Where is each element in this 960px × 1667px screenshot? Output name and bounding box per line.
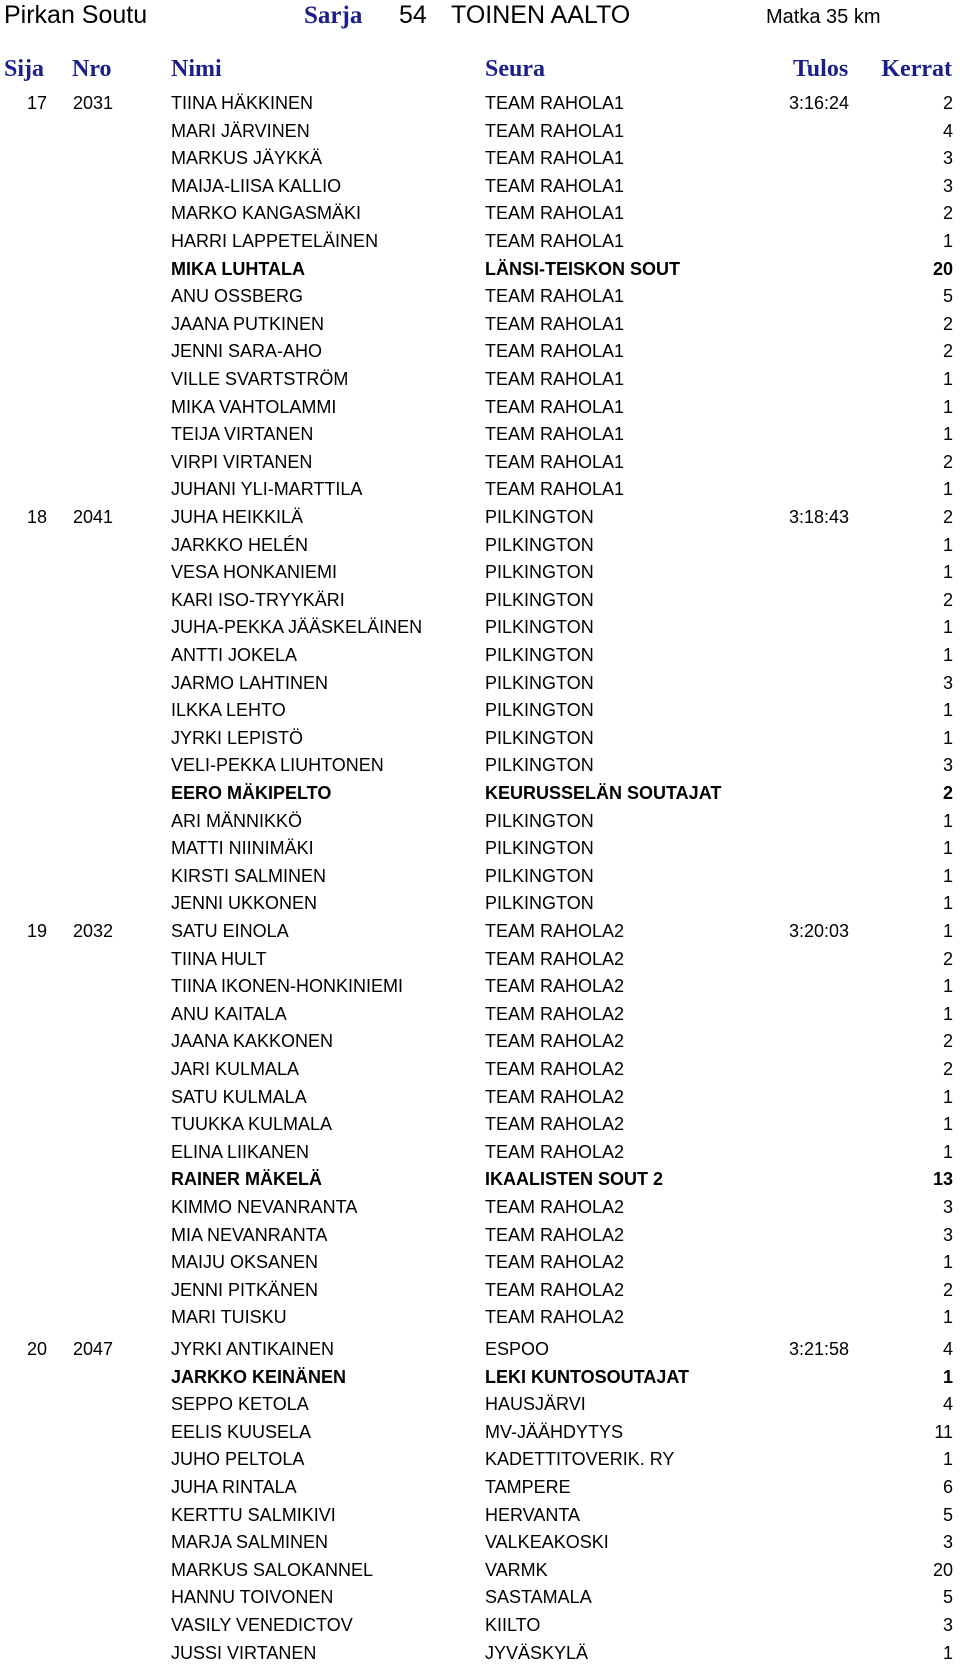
cell-kerrat: 4 (942, 120, 953, 141)
cell-nimi: MATTI NIINIMÄKI (171, 838, 314, 859)
table-row (0, 614, 960, 641)
cell-kerrat: 1 (942, 231, 953, 251)
cell-seura: SASTAMALA (485, 1587, 592, 1608)
table-row (0, 973, 960, 1000)
table-row (0, 228, 960, 255)
cell-nimi: ILKKA LEHTO (171, 700, 286, 721)
cell-kerrat: 1 (942, 369, 953, 389)
cell-nimi: MARI TUISKU (171, 1307, 287, 1328)
cell-seura: TEAM RAHOLA2 (485, 921, 625, 941)
cell-kerrat: 1 (942, 1114, 953, 1135)
cell-nimi: JUSSI VIRTANEN (171, 1642, 317, 1663)
cell-seura: TEAM RAHOLA2 (485, 1086, 625, 1107)
cell-nimi: ARI MÄNNIKKÖ (171, 810, 303, 831)
table-row (0, 200, 960, 227)
cell-kerrat: 1 (942, 810, 953, 831)
cell-kerrat: 2 (942, 507, 953, 527)
cell-seura: KEURUSSELÄN SOUTAJAT (485, 783, 722, 803)
cell-nimi: VIRPI VIRTANEN (171, 451, 313, 472)
table-row (0, 559, 960, 586)
cell-nimi: TIINA HULT (171, 948, 267, 969)
cell-seura: TEAM RAHOLA1 (485, 231, 625, 251)
cell-kerrat: 2 (942, 341, 953, 362)
cell-seura: TEAM RAHOLA2 (485, 1307, 625, 1328)
cell-seura: TEAM RAHOLA2 (485, 976, 625, 997)
table-row (0, 808, 960, 835)
cell-kerrat: 1 (942, 727, 953, 748)
cell-seura: TEAM RAHOLA2 (485, 1279, 625, 1300)
cell-seura: VARMK (485, 1559, 548, 1580)
table-row (0, 449, 960, 476)
table-row (0, 1277, 960, 1304)
cell-kerrat: 1 (942, 479, 953, 500)
cell-kerrat: 1 (942, 1086, 953, 1107)
cell-nimi: MIKA LUHTALA (171, 258, 305, 279)
cell-nimi: JAANA KAKKONEN (171, 1031, 334, 1052)
table-row (0, 90, 960, 117)
table-row (0, 532, 960, 559)
table-row (0, 256, 960, 283)
cell-seura: PILKINGTON (485, 562, 594, 583)
cell-kerrat: 2 (942, 313, 953, 334)
table-row (0, 283, 960, 310)
cell-sija: 18 (27, 507, 48, 527)
cell-seura: PILKINGTON (485, 810, 594, 831)
cell-nimi: MARJA SALMINEN (171, 1532, 329, 1553)
cell-seura: TEAM RAHOLA1 (485, 424, 625, 445)
cell-kerrat: 2 (942, 203, 953, 224)
cell-sija: 19 (27, 921, 48, 941)
cell-seura: TAMPERE (485, 1477, 571, 1497)
table-row (0, 1336, 960, 1363)
cell-seura: PILKINGTON (485, 617, 594, 638)
table-row (0, 476, 960, 503)
cell-kerrat: 1 (942, 865, 953, 886)
cell-seura: PILKINGTON (485, 893, 594, 914)
cell-seura: KADETTITOVERIK. RY (485, 1449, 675, 1470)
cell-nimi: JYRKI ANTIKAINEN (171, 1339, 335, 1359)
cell-nimi: JENNI UKKONEN (171, 893, 318, 914)
table-row (0, 780, 960, 807)
cell-kerrat: 5 (942, 1587, 953, 1608)
cell-seura: KIILTO (485, 1615, 541, 1635)
cell-seura: TEAM RAHOLA1 (485, 148, 625, 169)
cell-kerrat: 3 (942, 672, 953, 693)
table-row (0, 670, 960, 697)
cell-kerrat: 1 (942, 976, 953, 997)
column-headers (0, 52, 960, 86)
cell-nimi: KIRSTI SALMINEN (171, 865, 327, 886)
column-header-seura: Seura (485, 56, 545, 82)
cell-kerrat: 2 (942, 1031, 953, 1052)
table-row (0, 1056, 960, 1083)
cell-kerrat: 1 (942, 1252, 953, 1273)
cell-seura: PILKINGTON (485, 755, 594, 776)
cell-kerrat: 3 (942, 1197, 953, 1217)
cell-kerrat: 3 (942, 1615, 953, 1635)
cell-nimi: MARKO KANGASMÄKI (171, 203, 362, 224)
cell-seura: TEAM RAHOLA1 (485, 341, 625, 362)
cell-nimi: JARKKO HELÉN (171, 534, 309, 555)
cell-kerrat: 13 (932, 1169, 953, 1190)
cell-seura: HAUSJÄRVI (485, 1394, 586, 1415)
cell-kerrat: 1 (942, 700, 953, 721)
table-row (0, 366, 960, 393)
cell-seura: TEAM RAHOLA1 (485, 120, 625, 141)
cell-nimi: VELI-PEKKA LIUHTONEN (171, 755, 384, 776)
cell-nro: 2032 (73, 921, 114, 941)
table-row (0, 1557, 960, 1584)
cell-seura: TEAM RAHOLA2 (485, 1003, 625, 1024)
cell-seura: TEAM RAHOLA2 (485, 1197, 625, 1217)
table-row (0, 835, 960, 862)
table-row (0, 504, 960, 531)
cell-nimi: MAIJA-LIISA KALLIO (171, 175, 342, 196)
table-row (0, 1612, 960, 1639)
distance-label: Matka 35 km (766, 6, 881, 28)
cell-kerrat: 1 (942, 838, 953, 859)
cell-nimi: MIKA VAHTOLAMMI (171, 396, 337, 417)
cell-kerrat: 2 (942, 589, 953, 610)
cell-kerrat: 2 (942, 93, 953, 113)
cell-sija: 17 (27, 93, 48, 113)
cell-nimi: VILLE SVARTSTRÖM (171, 369, 349, 389)
cell-kerrat: 5 (942, 1504, 953, 1525)
cell-kerrat: 1 (942, 1642, 953, 1663)
cell-nimi: MAIJU OKSANEN (171, 1252, 319, 1273)
table-row (0, 1194, 960, 1221)
column-header-kerrat: Kerrat (881, 56, 952, 82)
cell-nimi: JUHA HEIKKILÄ (171, 507, 304, 527)
cell-nimi: ANU KAITALA (171, 1003, 287, 1024)
cell-nimi: VESA HONKANIEMI (171, 562, 338, 583)
cell-nimi: ELINA LIIKANEN (171, 1141, 310, 1162)
table-row (0, 1028, 960, 1055)
cell-nimi: HARRI LAPPETELÄINEN (171, 231, 379, 251)
cell-kerrat: 2 (942, 783, 953, 803)
cell-kerrat: 1 (942, 893, 953, 914)
table-row (0, 1640, 960, 1667)
cell-seura: JYVÄSKYLÄ (485, 1642, 589, 1663)
cell-kerrat: 2 (942, 451, 953, 472)
table-row (0, 863, 960, 890)
cell-sija: 20 (27, 1339, 48, 1359)
column-header-nro: Nro (72, 56, 112, 82)
table-row (0, 311, 960, 338)
table-row (0, 946, 960, 973)
table-row (0, 338, 960, 365)
sarja-label: Sarja (304, 2, 363, 29)
cell-nimi: SEPPO KETOLA (171, 1394, 309, 1415)
cell-tulos: 3:20:03 (789, 921, 850, 941)
cell-nimi: JYRKI LEPISTÖ (171, 727, 304, 748)
cell-kerrat: 20 (932, 1559, 953, 1580)
table-row (0, 1364, 960, 1391)
table-row (0, 697, 960, 724)
sarja-name: TOINEN AALTO (451, 1, 631, 29)
table-row (0, 118, 960, 145)
cell-nimi: ANTTI JOKELA (171, 645, 298, 665)
table-row (0, 1529, 960, 1556)
cell-seura: TEAM RAHOLA1 (485, 203, 625, 224)
cell-kerrat: 1 (942, 1449, 953, 1470)
sarja-number: 54 (399, 1, 427, 29)
table-row (0, 1139, 960, 1166)
cell-kerrat: 11 (934, 1421, 953, 1442)
cell-nro: 2031 (73, 93, 114, 113)
table-row (0, 1166, 960, 1193)
cell-seura: TEAM RAHOLA1 (485, 93, 625, 113)
cell-nimi: ANU OSSBERG (171, 286, 304, 307)
cell-nimi: JUHA RINTALA (171, 1477, 297, 1497)
cell-nimi: JARMO LAHTINEN (171, 672, 329, 693)
cell-kerrat: 4 (942, 1394, 953, 1415)
cell-seura: TEAM RAHOLA1 (485, 479, 625, 500)
table-row (0, 725, 960, 752)
cell-kerrat: 1 (942, 617, 953, 638)
cell-nimi: EERO MÄKIPELTO (171, 783, 332, 803)
table-row (0, 1419, 960, 1446)
column-header-tulos: Tulos (793, 56, 849, 82)
page-title: Pirkan Soutu (4, 1, 148, 29)
cell-kerrat: 1 (942, 1003, 953, 1024)
table-row (0, 1249, 960, 1276)
cell-tulos: 3:21:58 (789, 1339, 850, 1359)
table-row (0, 1304, 960, 1331)
table-row (0, 1001, 960, 1028)
table-row (0, 1584, 960, 1611)
cell-kerrat: 1 (942, 396, 953, 417)
cell-kerrat: 1 (942, 645, 953, 665)
cell-seura: HERVANTA (485, 1504, 581, 1525)
table-row (0, 1222, 960, 1249)
cell-seura: PILKINGTON (485, 700, 594, 721)
cell-kerrat: 1 (942, 1307, 953, 1328)
cell-nro: 2041 (73, 507, 114, 527)
cell-kerrat: 1 (942, 1366, 953, 1387)
cell-seura: PILKINGTON (485, 727, 594, 748)
cell-seura: PILKINGTON (485, 645, 594, 665)
cell-seura: PILKINGTON (485, 534, 594, 555)
cell-seura: PILKINGTON (485, 672, 594, 693)
cell-kerrat: 3 (942, 755, 953, 776)
cell-seura: ESPOO (485, 1339, 550, 1359)
cell-seura: TEAM RAHOLA1 (485, 369, 625, 389)
cell-kerrat: 4 (942, 1339, 953, 1359)
cell-kerrat: 6 (942, 1477, 953, 1497)
cell-nimi: JUHA-PEKKA JÄÄSKELÄINEN (171, 617, 423, 638)
cell-nimi: JENNI SARA-AHO (171, 341, 323, 362)
table-row (0, 918, 960, 945)
table-row (0, 394, 960, 421)
cell-nimi: KIMMO NEVANRANTA (171, 1197, 358, 1217)
cell-kerrat: 3 (942, 175, 953, 196)
cell-nimi: JAANA PUTKINEN (171, 313, 325, 334)
cell-nimi: VASILY VENEDICTOV (171, 1615, 353, 1635)
cell-nimi: JENNI PITKÄNEN (171, 1279, 319, 1300)
table-row (0, 890, 960, 917)
cell-seura: TEAM RAHOLA2 (485, 1252, 625, 1273)
cell-nimi: SATU EINOLA (171, 921, 289, 941)
cell-seura: MV-JÄÄHDYTYS (485, 1421, 624, 1442)
cell-nimi: HANNU TOIVONEN (171, 1587, 334, 1608)
table-row (0, 587, 960, 614)
cell-kerrat: 2 (942, 948, 953, 969)
table-row (0, 1502, 960, 1529)
column-header-nimi: Nimi (171, 56, 222, 82)
cell-nimi: JUHANI YLI-MARTTILA (171, 479, 363, 500)
cell-nimi: MARKUS SALOKANNEL (171, 1559, 374, 1580)
cell-seura: IKAALISTEN SOUT 2 (485, 1169, 664, 1190)
cell-seura: TEAM RAHOLA2 (485, 1114, 625, 1135)
cell-seura: TEAM RAHOLA1 (485, 175, 625, 196)
cell-nimi: EELIS KUUSELA (171, 1421, 312, 1442)
cell-nimi: TUUKKA KULMALA (171, 1114, 333, 1135)
cell-kerrat: 5 (942, 286, 953, 307)
cell-seura: PILKINGTON (485, 838, 594, 859)
cell-nimi: KARI ISO-TRYYKÄRI (171, 589, 345, 610)
cell-kerrat: 3 (942, 1532, 953, 1553)
cell-seura: TEAM RAHOLA2 (485, 1059, 625, 1079)
cell-kerrat: 2 (942, 1059, 953, 1079)
cell-tulos: 3:18:43 (789, 507, 850, 527)
cell-kerrat: 2 (942, 1279, 953, 1300)
cell-kerrat: 1 (942, 562, 953, 583)
cell-tulos: 3:16:24 (789, 93, 850, 113)
cell-seura: TEAM RAHOLA2 (485, 1224, 625, 1245)
cell-nimi: TIINA IKONEN-HONKINIEMI (171, 976, 404, 997)
cell-seura: PILKINGTON (485, 507, 594, 527)
table-row (0, 642, 960, 669)
cell-kerrat: 3 (942, 148, 953, 169)
table-row (0, 173, 960, 200)
cell-nimi: MARKUS JÄYKKÄ (171, 148, 323, 169)
cell-seura: VALKEAKOSKI (485, 1532, 609, 1553)
column-header-sija: Sija (4, 56, 45, 82)
table-row (0, 1391, 960, 1418)
cell-nimi: KERTTU SALMIKIVI (171, 1504, 336, 1525)
cell-nimi: TIINA HÄKKINEN (171, 93, 314, 113)
page-header (0, 0, 960, 36)
table-row (0, 421, 960, 448)
cell-seura: TEAM RAHOLA1 (485, 396, 625, 417)
table-row (0, 1474, 960, 1501)
cell-nimi: JUHO PELTOLA (171, 1449, 305, 1470)
cell-kerrat: 1 (942, 921, 953, 941)
cell-nimi: JARKKO KEINÄNEN (171, 1366, 347, 1387)
cell-nimi: TEIJA VIRTANEN (171, 424, 314, 445)
cell-nimi: MIA NEVANRANTA (171, 1224, 328, 1245)
cell-nimi: SATU KULMALA (171, 1086, 307, 1107)
cell-seura: LÄNSI-TEISKON SOUT (485, 258, 681, 279)
table-row (0, 1084, 960, 1111)
cell-seura: TEAM RAHOLA1 (485, 286, 625, 307)
table-row (0, 145, 960, 172)
cell-seura: PILKINGTON (485, 589, 594, 610)
cell-seura: LEKI KUNTOSOUTAJAT (485, 1366, 690, 1387)
cell-kerrat: 1 (942, 424, 953, 445)
cell-kerrat: 20 (932, 258, 953, 279)
table-row (0, 1111, 960, 1138)
cell-kerrat: 1 (942, 534, 953, 555)
cell-nimi: JARI KULMALA (171, 1059, 300, 1079)
cell-seura: TEAM RAHOLA2 (485, 1141, 625, 1162)
cell-seura: TEAM RAHOLA2 (485, 948, 625, 969)
cell-nimi: MARI JÄRVINEN (171, 120, 310, 141)
cell-seura: TEAM RAHOLA1 (485, 313, 625, 334)
cell-nimi: RAINER MÄKELÄ (171, 1169, 322, 1190)
cell-nro: 2047 (73, 1339, 114, 1359)
cell-kerrat: 3 (942, 1224, 953, 1245)
table-row (0, 752, 960, 779)
table-row (0, 1446, 960, 1473)
cell-seura: PILKINGTON (485, 865, 594, 886)
cell-seura: TEAM RAHOLA1 (485, 451, 625, 472)
cell-seura: TEAM RAHOLA2 (485, 1031, 625, 1052)
cell-kerrat: 1 (942, 1141, 953, 1162)
